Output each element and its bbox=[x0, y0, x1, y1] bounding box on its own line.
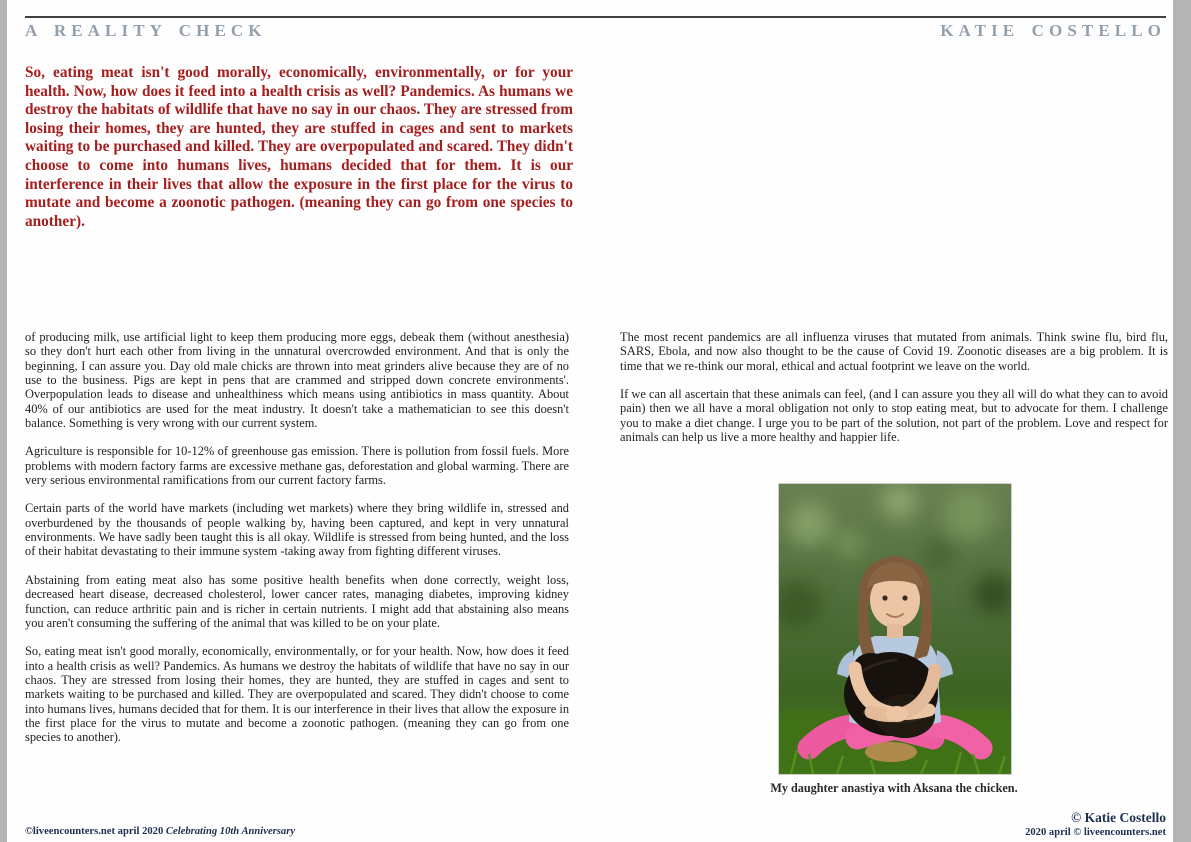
body-paragraph: Certain parts of the world have markets (including wet markets) where they bring wildlife in, stressed and overburdened by the thousands of people walking by, having been captured, and kept in very unnatural environments. We have sadly been taught this is all okay. Wildlife is stressed from being hunted, and the loss of their habitat devastating to their immune system -taking away from fighting different viruses. bbox=[25, 501, 569, 559]
daughter-chicken-photo bbox=[778, 483, 1012, 775]
author-credit: © Katie Costello bbox=[1071, 810, 1166, 825]
footer-left-text: ©liveencounters.net april 2020 bbox=[25, 826, 166, 837]
body-paragraph: of producing milk, use artificial light to keep them producing more eggs, debeak them (without anesthesia) so they don't hurt each other from living in the unnatural overcrowded environment. And that is only the beginning, I can assure you. Day old male chicks are thrown into meat grinders alive because they are of no use to the business. Pigs are kept in pens that are crammed and stripped down concrete environments'. Overpopulation leads to disease and unhealthiness which means using antibiotics in mass quantity. About 40% of our antibiotics are used for the meat industry. It doesn't take a mathematician to see this doesn't balance. Something is very wrong with our current system. bbox=[25, 330, 569, 431]
header-rule bbox=[25, 16, 1166, 18]
author-name: KATIE COSTELLO bbox=[940, 21, 1166, 40]
intro-paragraph: So, eating meat isn't good morally, economically, environmentally, or for your health. Now, how does it feed into a health crisis as well? Pandemics. As humans we destroy the habitats of wildlife that have no say in our chaos. They are stressed from losing their homes, they are hunted, they are stuffed in cages and sent to markets waiting to be purchased and killed. They are overpopulated and scared. They didn't choose to come into humans lives, humans decided that for them. It is our interference in their lives that allow the exposure in the first place for the virus to mutate and become a zoonotic pathogen. (meaning they can go from one species to another). bbox=[25, 64, 573, 230]
photo-caption: My daughter anastiya with Aksana the chicken. bbox=[770, 781, 1018, 795]
body-paragraph: So, eating meat isn't good morally, economically, environmentally, or for your health. Now, how does it feed into a health crisis as well? Pandemics. As humans we destroy the habitats of wildlife that have no say in our chaos. They are stressed from losing their homes, they are hunted, they are stuffed in cages and sent to markets waiting to be purchased and killed. They are overpopulated and scared. They didn't choose to come into humans lives, humans decided that for them. It is our interference in their lives that allow the exposure in the first place for the virus to mutate and become a zoonotic pathogen. (meaning they can go from one species to another). bbox=[25, 644, 570, 745]
magazine-page bbox=[7, 0, 1173, 842]
footer-left bbox=[25, 826, 295, 837]
issue-credit: 2020 april © liveencounters.net bbox=[1025, 827, 1166, 838]
left-column bbox=[25, 330, 569, 759]
right-column bbox=[620, 330, 1168, 458]
body-paragraph: Agriculture is responsible for 10-12% of greenhouse gas emission. There is pollution from fossil fuels. More problems with modern factory farms are excessive methane gas, deforestation and global warming. There are very serious environmental ramifications from our current factory farms. bbox=[25, 444, 569, 488]
body-paragraph: Abstaining from eating meat also has some positive health benefits when done correctly, weight loss, decreased heart disease, decreased cholesterol, lower cancer rates, managing diabetes, improving kidney function, can reduce arthritic pain and is richer in certain nutrients. I might add that abstaining also means you aren't consuming the suffering of the animal that was killed to be on your plate. bbox=[25, 572, 569, 630]
footer-right bbox=[1025, 810, 1166, 838]
body-paragraph: The most recent pandemics are all influenza viruses that mutated from animals. Think swine flu, bird flu, SARS, Ebola, and now also thought to be the cause of Covid 19. Zoonotic diseases are a big problem. It is time that we re-think our moral, ethical and actual footprint we leave on the world. bbox=[620, 330, 1168, 373]
page-header bbox=[25, 21, 1166, 41]
body-paragraph: If we can all ascertain that these animals can feel, (and I can assure you they all will do what they can to avoid pain) then we all have a moral obligation not only to stop eating meat, but to advocate for them. I challenge you to make a diet change. I urge you to be part of the solution, not part of the problem. Love and respect for animals can help us live a more healthy and happier life. bbox=[620, 387, 1168, 445]
footer-left-anniversary: Celebrating 10th Anniversary bbox=[165, 826, 296, 837]
article-title: A REALITY CHECK bbox=[25, 21, 267, 40]
